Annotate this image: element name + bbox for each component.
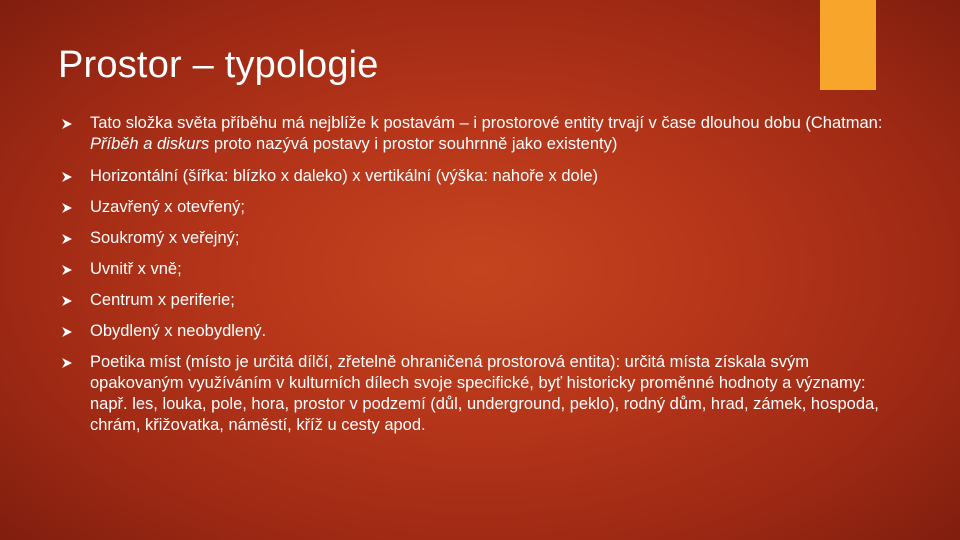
bullet-text: Soukromý x veřejný;: [90, 229, 240, 247]
bullet-text: Obydlený x neobydlený.: [90, 322, 267, 340]
bullet-item: [62, 113, 902, 155]
bullet-list: [62, 113, 902, 436]
arrow-right-triangle-icon: [62, 119, 72, 129]
bullet-text: Poetika míst (místo je určitá dílčí, zřetelně ohraničená prostorová entita): určitá místa získala svým opakovaným využíváním v kulturních dílech svoje specifické, byť historicky proměnné hodnoty a významy: např. les, louka, pole, hora, prostor v podzemí (důl, underground, peklo), rodný dům, hrad, zámek, hospoda, chrám, křižovatka, náměstí, kříž u cesty apod.: [90, 353, 879, 434]
arrow-right-triangle-icon: [62, 234, 72, 244]
bullet-text: Uvnitř x vně;: [90, 260, 182, 278]
arrow-right-triangle-icon: [62, 327, 72, 337]
slide-title: Prostor – typologie: [58, 44, 379, 86]
arrow-right-triangle-icon: [62, 203, 72, 213]
bullet-text-after: proto nazývá postavy i prostor souhrnně jako existenty): [209, 135, 618, 153]
bullet-item: [62, 321, 902, 342]
bullet-item: [62, 228, 902, 249]
bullet-text-italic: Příběh a diskurs: [90, 135, 210, 153]
bullet-item: [62, 290, 902, 311]
bullet-text-before: Tato složka světa příběhu má nejblíže k postavám – i prostorové entity trvají v čase dlouhou dobu (Chatman:: [90, 114, 883, 132]
bullet-item: [62, 259, 902, 280]
bullet-text: Centrum x periferie;: [90, 291, 235, 309]
bullet-text: Uzavřený x otevřený;: [90, 198, 245, 216]
arrow-right-triangle-icon: [62, 296, 72, 306]
accent-bar: [820, 0, 876, 90]
bullet-item: [62, 197, 902, 218]
arrow-right-triangle-icon: [62, 358, 72, 368]
bullet-item: [62, 352, 902, 436]
arrow-right-triangle-icon: [62, 172, 72, 182]
bullet-text: Horizontální (šířka: blízko x daleko) x vertikální (výška: nahoře x dole): [90, 167, 599, 185]
arrow-right-triangle-icon: [62, 265, 72, 275]
bullet-item: [62, 166, 902, 187]
